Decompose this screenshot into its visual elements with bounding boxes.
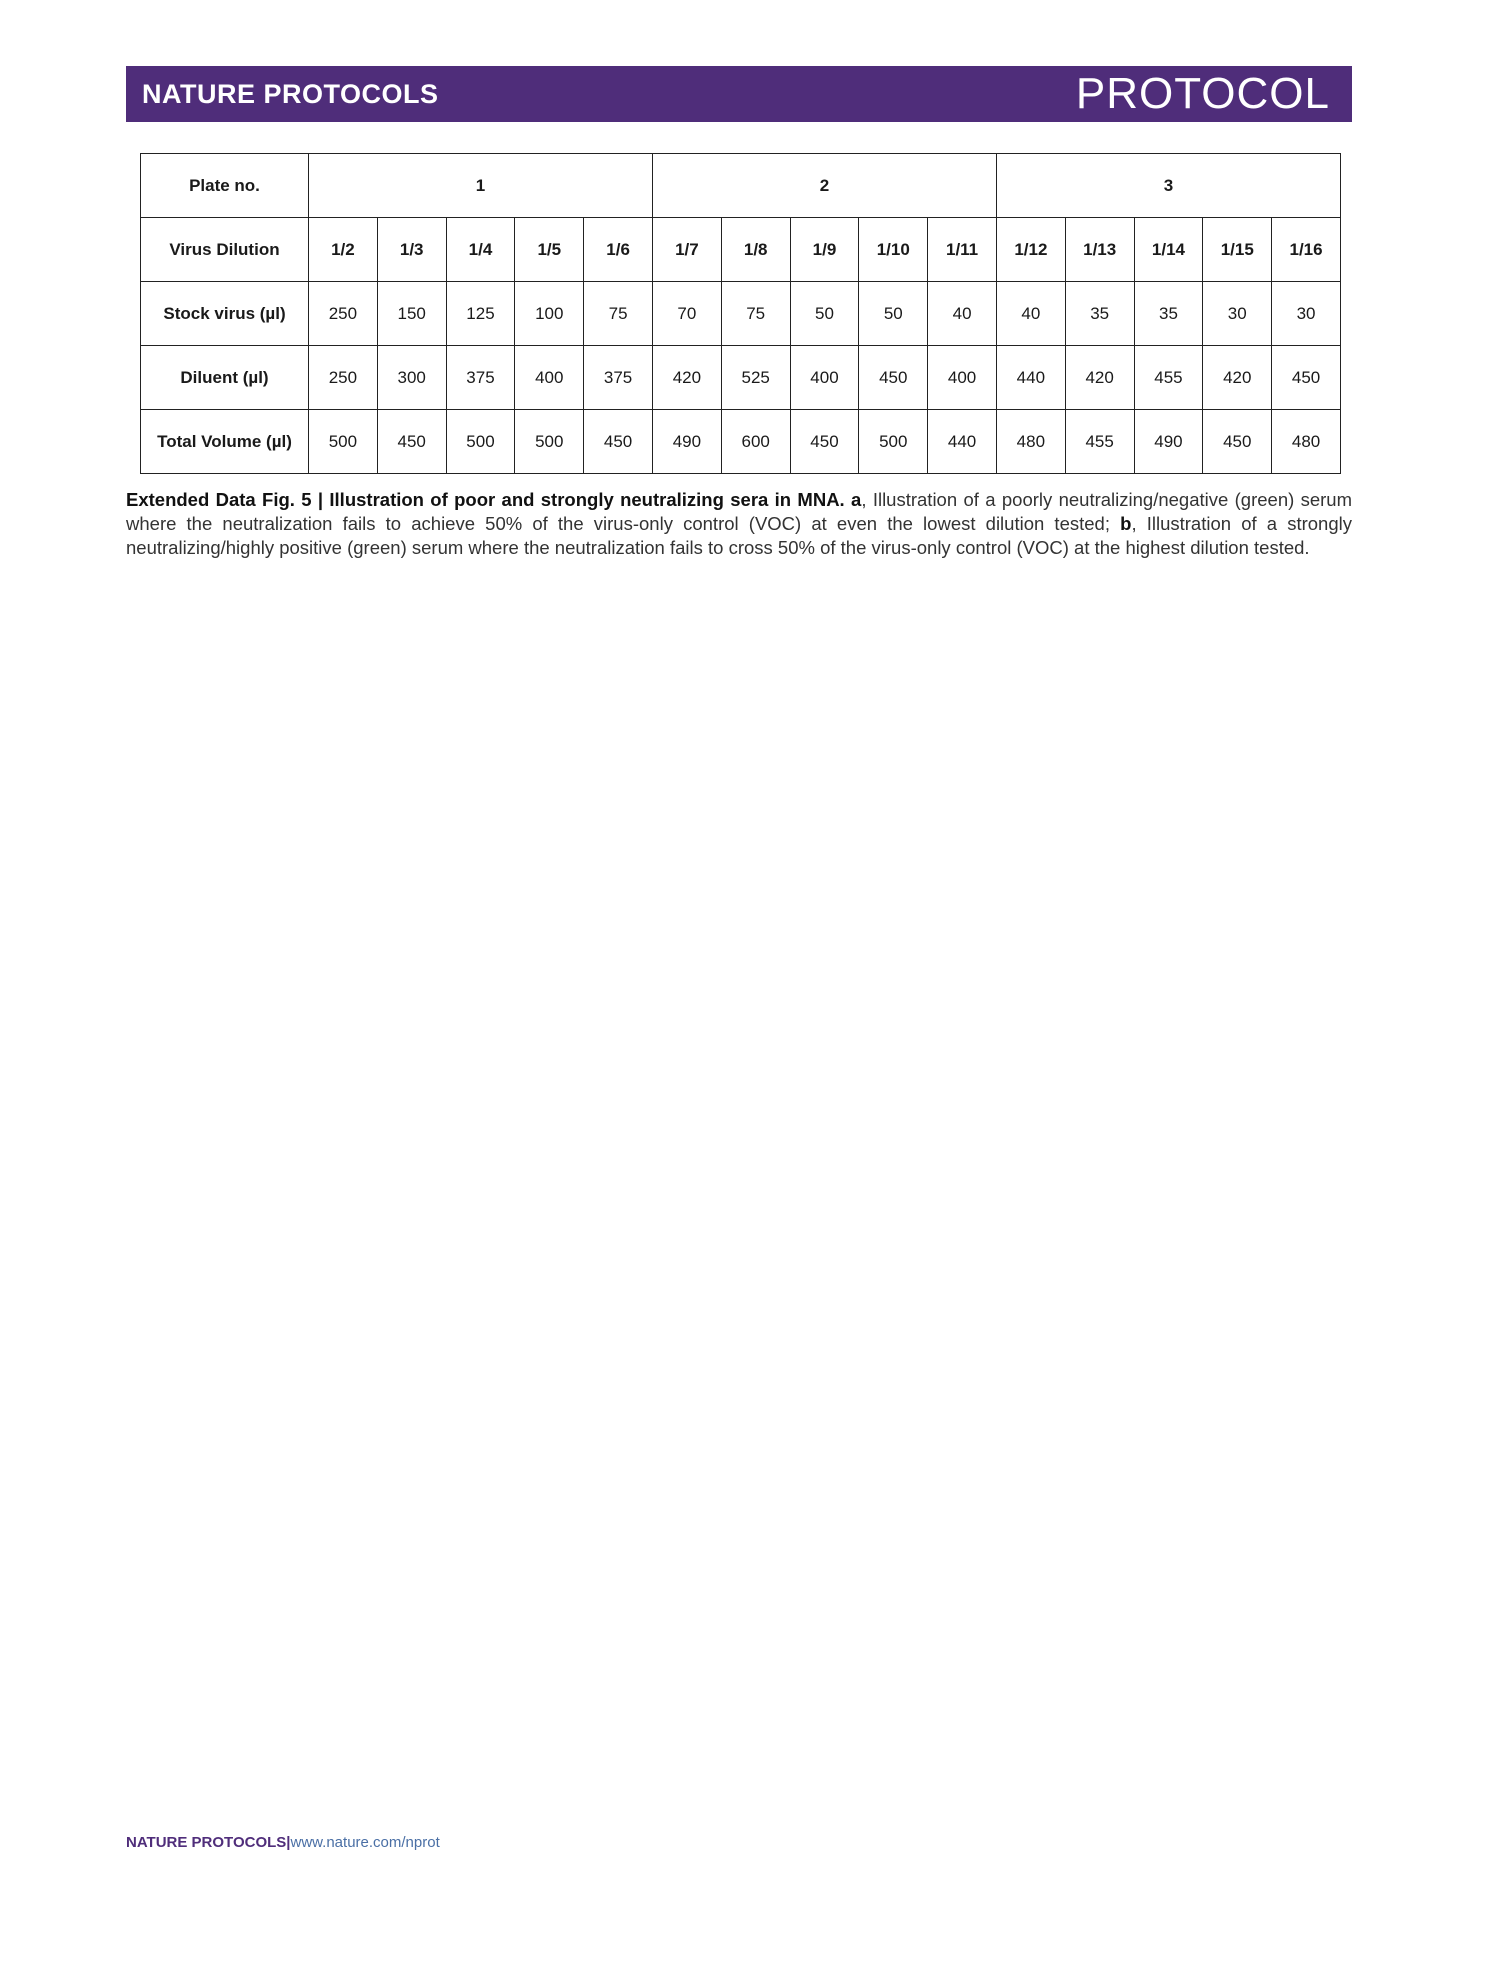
- dilution-table: [140, 153, 1341, 474]
- diluent-cell: 450: [859, 346, 928, 410]
- dilutions-cell: 1/13: [1065, 218, 1134, 282]
- caption-a-text: , Illustration of a poorly neutralizing/negative (green) serum where the neutralization fails to achieve 50% of the virus-only control (VOC) at even the lowest dilution tested;: [126, 489, 1353, 534]
- total-cell: 450: [790, 410, 859, 474]
- footer-journal: NATURE PROTOCOLS: [126, 1834, 287, 1851]
- stock-cell: 40: [996, 282, 1065, 346]
- stock-cell: 40: [928, 282, 997, 346]
- stock-cell: 30: [1203, 282, 1272, 346]
- stock-cell: 50: [790, 282, 859, 346]
- dilutions-cell: 1/7: [652, 218, 721, 282]
- section-label: PROTOCOL: [1075, 69, 1330, 118]
- total-cell: 440: [928, 410, 997, 474]
- total-cell: 450: [584, 410, 653, 474]
- total-label: Total Volume (µl): [141, 410, 309, 474]
- diluent-cell: 375: [584, 346, 653, 410]
- caption-b-text: , Illustration of a strongly neutralizing/highly positive (green) serum where the neutralization fails to cross 50% of the virus-only control (VOC) at the highest dilution tested.: [126, 513, 1352, 558]
- diluent-row: [141, 346, 1341, 410]
- dilutions-cell: 1/12: [996, 218, 1065, 282]
- diluent-cell: 525: [721, 346, 790, 410]
- dilutions-cell: 1/6: [584, 218, 653, 282]
- footer-url-link[interactable]: www.nature.com/nprot: [290, 1834, 440, 1851]
- diluent-cell: 455: [1134, 346, 1203, 410]
- dilutions-cell: 1/5: [515, 218, 584, 282]
- plate-cell: 2: [652, 154, 996, 218]
- figure-caption: [126, 488, 1352, 560]
- stock-row: [141, 282, 1341, 346]
- dilution-label: Virus Dilution: [141, 218, 309, 282]
- total-cell: 500: [859, 410, 928, 474]
- diluent-cell: 440: [996, 346, 1065, 410]
- plate-cell: 1: [309, 154, 653, 218]
- total-row: [141, 410, 1341, 474]
- total-cell: 500: [515, 410, 584, 474]
- stock-label: Stock virus (µl): [141, 282, 309, 346]
- stock-cell: 30: [1272, 282, 1341, 346]
- dilutions-cell: 1/3: [377, 218, 446, 282]
- diluent-cell: 250: [309, 346, 378, 410]
- total-cell: 480: [1272, 410, 1341, 474]
- dilutions-cell: 1/4: [446, 218, 515, 282]
- caption-title: Extended Data Fig. 5 | Illustration of poor and strongly neutralizing sera in MNA.: [126, 489, 845, 510]
- diluent-cell: 400: [790, 346, 859, 410]
- stock-cell: 75: [584, 282, 653, 346]
- stock-cell: 35: [1134, 282, 1203, 346]
- stock-cell: 75: [721, 282, 790, 346]
- total-cell: 450: [1203, 410, 1272, 474]
- caption-b-label: b: [1120, 513, 1132, 534]
- footer: [126, 1834, 440, 1851]
- dilutions-cell: 1/10: [859, 218, 928, 282]
- plate-cell: 3: [996, 154, 1340, 218]
- dilutions-cell: 1/2: [309, 218, 378, 282]
- diluent-cell: 400: [928, 346, 997, 410]
- stock-cell: 50: [859, 282, 928, 346]
- stock-cell: 100: [515, 282, 584, 346]
- diluent-cell: 400: [515, 346, 584, 410]
- stock-cell: 35: [1065, 282, 1134, 346]
- dilution-row: [141, 218, 1341, 282]
- diluent-cell: 420: [1065, 346, 1134, 410]
- footer-separator: |: [286, 1834, 291, 1851]
- dilutions-cell: 1/9: [790, 218, 859, 282]
- journal-name: NATURE PROTOCOLS: [142, 78, 439, 109]
- dilutions-cell: 1/11: [928, 218, 997, 282]
- dilutions-cell: 1/16: [1272, 218, 1341, 282]
- diluent-cell: 420: [652, 346, 721, 410]
- total-cell: 450: [377, 410, 446, 474]
- dilutions-cell: 1/8: [721, 218, 790, 282]
- diluent-label: Diluent (µl): [141, 346, 309, 410]
- diluent-cell: 375: [446, 346, 515, 410]
- stock-cell: 250: [309, 282, 378, 346]
- header-bar: [126, 66, 1352, 122]
- stock-cell: 150: [377, 282, 446, 346]
- plate-label: Plate no.: [141, 154, 309, 218]
- dilutions-cell: 1/15: [1203, 218, 1272, 282]
- total-cell: 490: [652, 410, 721, 474]
- total-cell: 500: [309, 410, 378, 474]
- total-cell: 455: [1065, 410, 1134, 474]
- total-cell: 480: [996, 410, 1065, 474]
- diluent-cell: 450: [1272, 346, 1341, 410]
- total-cell: 600: [721, 410, 790, 474]
- dilutions-cell: 1/14: [1134, 218, 1203, 282]
- diluent-cell: 420: [1203, 346, 1272, 410]
- plate-row: [141, 154, 1341, 218]
- total-cell: 500: [446, 410, 515, 474]
- diluent-cell: 300: [377, 346, 446, 410]
- total-cell: 490: [1134, 410, 1203, 474]
- stock-cell: 125: [446, 282, 515, 346]
- stock-cell: 70: [652, 282, 721, 346]
- caption-a-label: a: [851, 489, 862, 510]
